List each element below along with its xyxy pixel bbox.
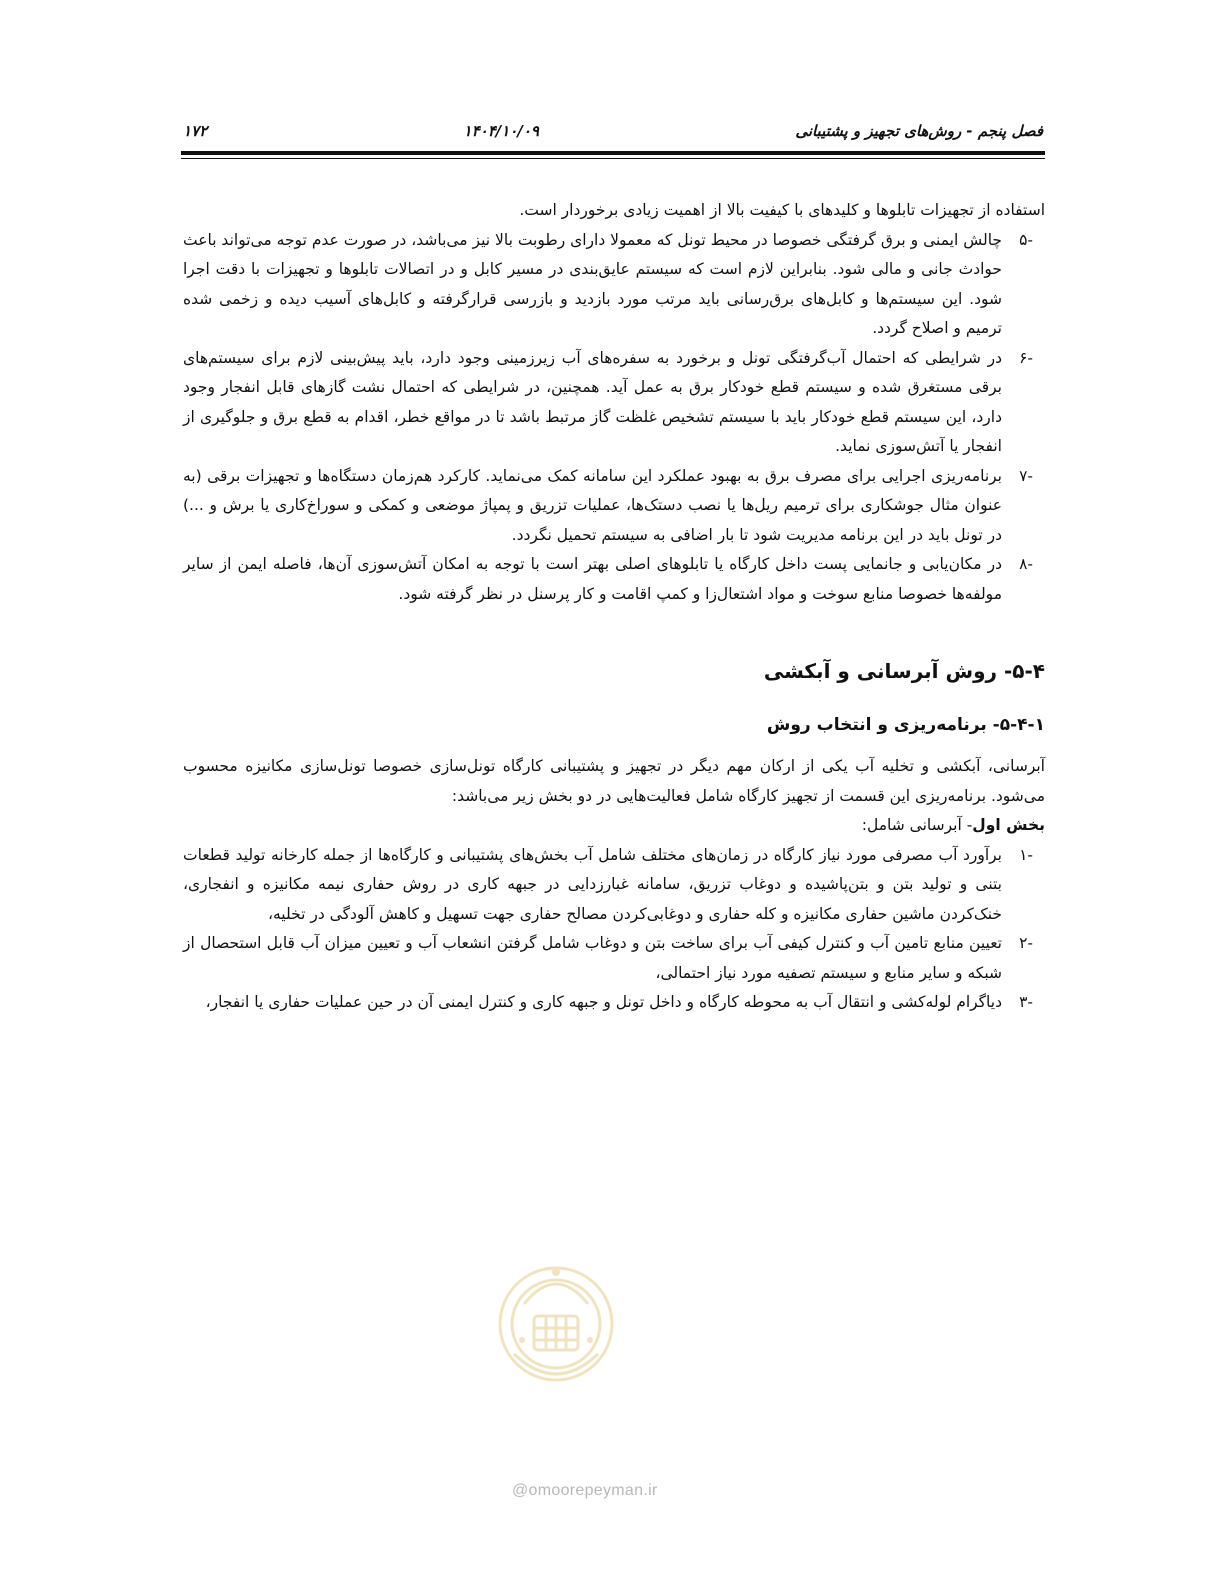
list-item [183, 988, 1045, 1018]
list-item-text: برنامه‌ریزی اجرایی برای مصرف برق به بهبود عملکرد این سامانه کمک می‌نماید. کارکرد هم‌زمان دستگاه‌ها و تجهیزات برقی (به عنوان مثال جوشکاری برای ترمیم ریل‌ها یا نصب دستک‌ها، عملیات تزریق و پمپاژ موضعی و کمکی و سوراخ‌کاری یا برش و ...) در تونل باید در این برنامه مدیریت شود تا بار اضافی به سیستم تحمیل نگردد. [183, 466, 1002, 544]
part-one-label-rest: - آبرسانی شامل: [861, 816, 973, 834]
list-item-text: در مکان‌یابی و جانمایی پست داخل کارگاه یا تابلوهای اصلی بهتر است با توجه به امکان آتش‌سوزی آن‌ها، فاصله ایمن از سایر مولفه‌ها خصوصا منابع سوخت و مواد اشتعال‌زا و کمپ اقامت و کار پرسنل در نظر گرفته شود. [183, 555, 1002, 603]
list-item [183, 929, 1045, 988]
subsection-heading: ۵-۴-۱- برنامه‌ریزی و انتخاب روش [766, 715, 1045, 735]
list-item-text: چالش ایمنی و برق گرفتگی خصوصا در محیط تونل که معمولا دارای رطوبت بالا نیز می‌باشد، در صورت عدم توجه می‌تواند باعث حوادث جانی و مالی شود. بنابراین لازم است که سیستم عایق‌بندی در مسیر کابل و در اتصالات تابلوها و تجهیزات با دقت اجرا شود. این سیستم‌ها و کابل‌های برق‌رسانی باید مرتب مورد بازدید و بازرسی قرارگرفته و کابل‌های آسیب دیده و زخمی شده ترمیم و اصلاح گردد. [183, 230, 1002, 337]
header-rule-thick [181, 151, 1045, 155]
footer-watermark-url [512, 1482, 658, 1500]
section-heading: ۵-۴- روش آبرسانی و آبکشی [763, 659, 1045, 683]
footer-url-text: omoorepeyman.ir [528, 1482, 658, 1499]
list-item-number: -۲ [1019, 934, 1033, 952]
list-item [183, 226, 1045, 344]
list-item-number: -۳ [1019, 993, 1033, 1011]
watermark-seal-icon [494, 1244, 618, 1394]
continuation-paragraph: استفاده از تجهیزات تابلوها و کلیدهای با کیفیت بالا از اهمیت زیادی برخوردار است. [519, 201, 1045, 219]
list-item-number: -۱ [1019, 845, 1033, 864]
at-icon: @ [512, 1482, 529, 1499]
part-one-label [183, 811, 1045, 841]
list-item-text: برآورد آب مصرفی مورد نیاز کارگاه در زمان‌های مختلف شامل آب بخش‌های پشتیبانی و کارگاه‌ها از جمله کارخانه تولید قطعات بتنی و تولید بتن و بتن‌پاشیده و دوغاب تزریق، سامانه غبارزدایی در جبهه کاری در روش حفاری نیمه مکانیزه و انفجاری، خنک‌کردن ماشین حفاری مکانیزه و کله حفاری و دوغابی‌کردن مصالح حفاری جهت تسهیل و کاهش آلودگی در تخلیه، [183, 845, 1002, 923]
list-top [183, 226, 1045, 610]
list-item [183, 550, 1045, 609]
list-item-number: -۸ [1019, 555, 1033, 573]
part-one-label-bold: بخش اول [972, 816, 1045, 834]
chapter-title: فصل پنجم - روش‌های تجهیز و پشتیبانی [795, 122, 1043, 140]
list-item-number: -۷ [1019, 466, 1033, 485]
page-number: ۱۷۲ [183, 122, 208, 140]
list-item [183, 841, 1045, 930]
list-item-number: -۵ [1019, 230, 1033, 249]
list-item-text: در شرایطی که احتمال آب‌گرفتگی تونل و برخورد به سفره‌های آب زیرزمینی وجود دارد، باید پیش‌بینی لازم برای سیستم‌های برقی مستغرق شده و سیستم قطع خودکار برق به عمل آید. همچنین، در شرایطی که احتمال نشت گازهای قابل انفجار وجود دارد، این سیستم قطع خودکار باید با سیستم تشخیص غلظت گاز مرتبط باشد تا در مواقع خطر، اقدام به قطع برق و جلوگیری از انفجار یا آتش‌سوزی نماید. [183, 348, 1002, 455]
list-item-text: تعیین منابع تامین آب و کنترل کیفی آب برای ساخت بتن و دوغاب شامل گرفتن انشعاب آب و تعیین میزان آب قابل استحصال از شبکه و سایر منابع و سیستم تصفیه مورد نیاز احتمالی، [183, 934, 1002, 982]
list-bottom [183, 841, 1045, 1018]
list-item-number: -۶ [1019, 348, 1033, 367]
page-header [183, 118, 1043, 144]
list-item-text: دیاگرام لوله‌کشی و انتقال آب به محوطه کارگاه و داخل تونل و جبهه کاری و کنترل ایمنی آن در حین عملیات حفاری یا انفجار، [205, 993, 1002, 1011]
header-rule-thin [181, 158, 1045, 159]
list-item [183, 344, 1045, 462]
header-date: ۱۴۰۴/۱۰/۰۹ [463, 122, 539, 140]
intro-paragraph: آبرسانی، آبکشی و تخلیه آب یکی از ارکان مهم دیگر در تجهیز و پشتیبانی کارگاه تونل‌سازی خصوصا تونل‌سازی مکانیزه محسوب می‌شود. برنامه‌ریزی این قسمت از تجهیز کارگاه شامل فعالیت‌هایی در دو بخش زیر می‌باشد: [183, 757, 1045, 805]
list-item [183, 462, 1045, 551]
page-body [183, 196, 1045, 1018]
